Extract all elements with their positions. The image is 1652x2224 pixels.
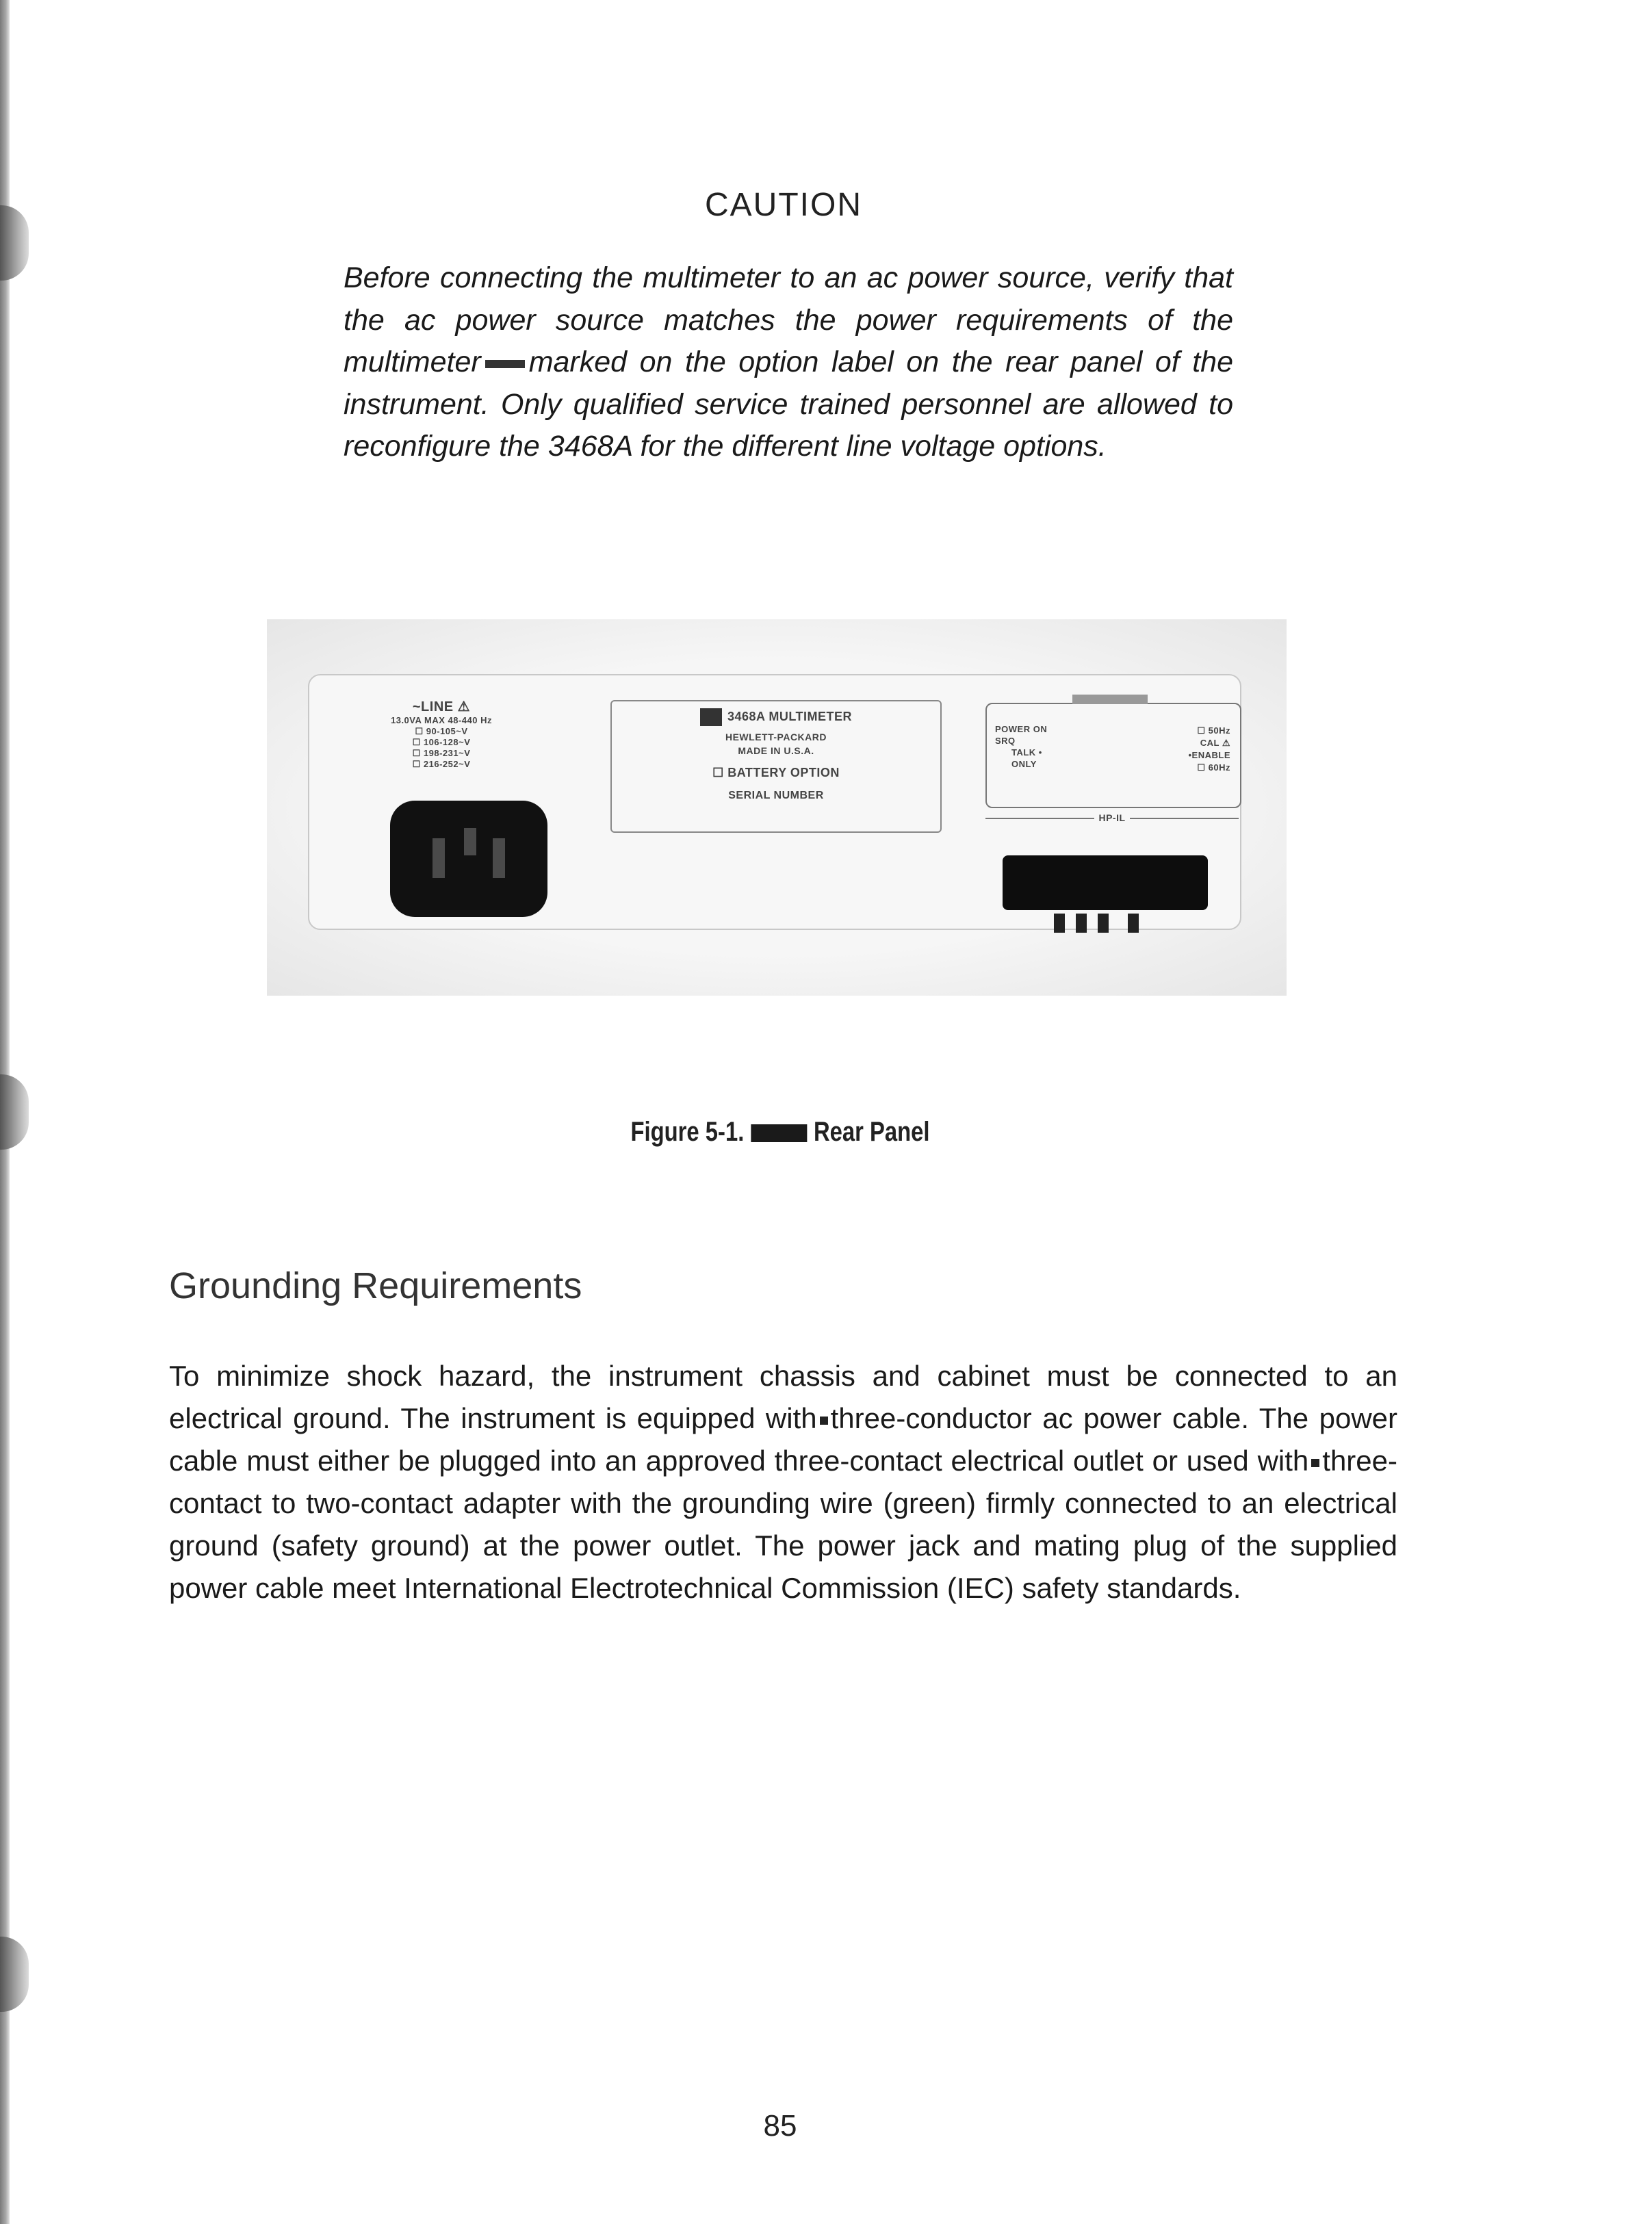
switch-slot <box>1072 695 1148 704</box>
power-on-labels <box>995 723 1047 770</box>
hz60-label: ☐ 60Hz <box>1197 762 1230 773</box>
hp-logo-icon <box>700 708 722 726</box>
model-name: 3468A MULTIMETER <box>727 709 853 723</box>
line-label: ~LINE ⚠ <box>412 699 471 714</box>
grounding-text-part3: three-contact to two-contact adapter with the grounding wire (green) firmly connected to an electrical ground (safety ground) at the power outlet. The power jack and mating plug of the supplied power cable meet International Electrotechnical Commission (IEC) safety standards. <box>169 1445 1397 1604</box>
socket-pin <box>493 838 505 878</box>
talk-label: TALK • <box>1011 747 1042 758</box>
power-on-label: POWER ON <box>995 724 1048 734</box>
line-voltage-label <box>370 698 513 770</box>
frequency-labels <box>1189 725 1231 774</box>
grounding-text-part1: To minimize shock hazard, the instrument chassis and cabinet must be connected to an electrical ground. The instrument is equipped with <box>169 1360 1397 1434</box>
section-heading: Grounding Requirements <box>169 1265 582 1306</box>
battery-option-label: ☐ BATTERY OPTION <box>712 766 840 779</box>
voltage-option: ☐ 198-231~V <box>412 748 471 758</box>
model-label-plate <box>610 700 942 833</box>
cal-label: CAL ⚠ <box>1200 738 1230 748</box>
redaction-mark <box>1311 1459 1319 1467</box>
hpil-text: HP-IL <box>1094 812 1129 823</box>
caution-text-part1: Before connecting the multimeter to an ac power source, verify that the ac power source matches the power requirements of the multimeter <box>344 261 1233 378</box>
hz50-label: ☐ 50Hz <box>1197 725 1230 736</box>
grounding-text-part2: three-conductor ac power cable. The power cable must either be plugged into an approved three-contact electrical outlet or used with <box>169 1402 1398 1477</box>
figure-caption <box>140 1117 1420 1148</box>
hpil-pin <box>1098 914 1109 933</box>
redaction-mark <box>751 1124 807 1142</box>
binder-ring <box>0 1074 29 1150</box>
redaction-mark <box>485 360 525 368</box>
enable-label: •ENABLE <box>1188 750 1230 760</box>
only-label: ONLY <box>1011 759 1037 769</box>
rear-panel-figure <box>267 619 1287 996</box>
voltage-option: ☐ 216-252~V <box>412 759 471 769</box>
rating-label: 13.0VA MAX 48-440 Hz <box>390 715 492 725</box>
binder-ring <box>0 1937 29 2012</box>
caution-paragraph <box>344 257 1233 468</box>
caution-heading: CAUTION <box>705 187 862 223</box>
caption-prefix: Figure 5-1. <box>630 1117 745 1147</box>
voltage-option: ☐ 90-105~V <box>415 726 468 736</box>
power-socket <box>390 801 547 917</box>
serial-number-label: SERIAL NUMBER <box>728 790 824 801</box>
made-in-label: MADE IN U.S.A. <box>738 745 814 756</box>
hpil-pin <box>1128 914 1139 933</box>
page-number: 85 <box>763 2109 797 2143</box>
model-line <box>612 708 940 726</box>
voltage-option: ☐ 106-128~V <box>412 737 471 747</box>
switch-panel <box>985 703 1241 808</box>
srq-label: SRQ <box>995 736 1016 746</box>
hpil-label <box>985 812 1239 830</box>
hpil-pin <box>1054 914 1065 933</box>
caption-suffix: Rear Panel <box>813 1117 930 1147</box>
grounding-paragraph <box>169 1355 1397 1609</box>
redaction-mark <box>820 1417 828 1425</box>
caution-text-part2: marked on the option label on the rear panel of the instrument. Only qualified service trained personnel are allowed to reconfigure the 3468A for the different line voltage options. <box>344 346 1233 463</box>
socket-pin <box>464 828 476 855</box>
hpil-connector <box>1003 855 1208 910</box>
maker-label: HEWLETT-PACKARD <box>725 732 827 742</box>
hpil-pin <box>1076 914 1087 933</box>
socket-pin <box>433 838 445 878</box>
